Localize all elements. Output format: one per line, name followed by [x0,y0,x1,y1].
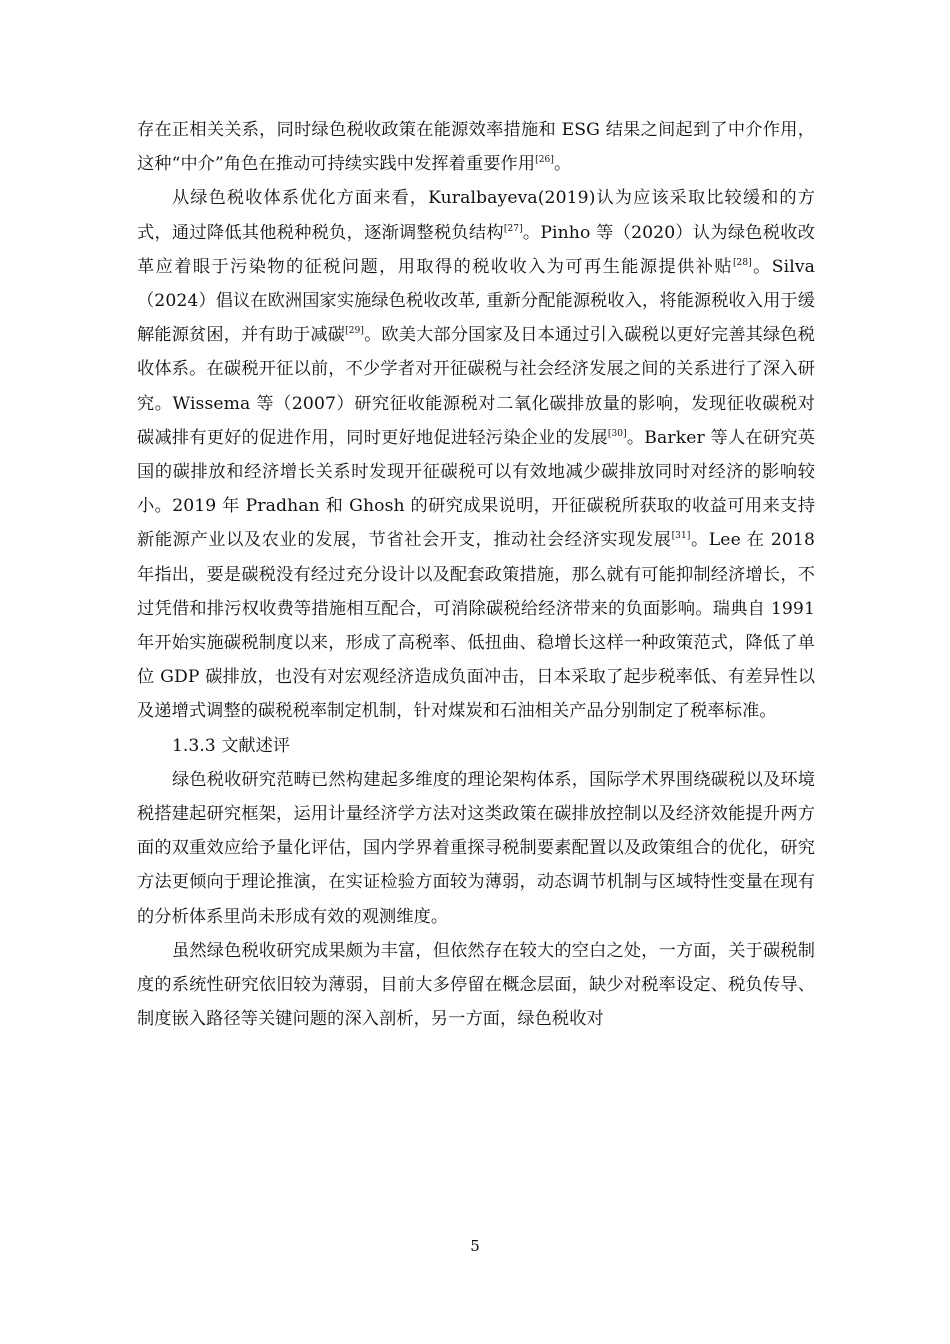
paragraph-text: 。Silva（2024）倡议在欧洲国家实施绿色税收改革, 重新分配能源税收入，将能源税收入用于缓解能源贫困，并有助于减碳 [137,256,815,346]
citation-ref: [30] [607,428,627,439]
body-text [137,113,815,1036]
paragraph-text: 。欧美大部分国家及日本通过引入碳税以更好完善其绿色税收体系。在碳税开征以前，不少学者对开征碳税与社会经济发展之间的关系进行了深入研究。Wissema 等（2007）研究征收能源税对二氧化碳排放量的影响，发现征收碳税对碳减排有更好的促进作用，同时更好地促进轻污染企业的发展 [137,325,816,448]
citation-ref: [27] [503,223,523,234]
section-heading: 1.3.3 文献述评 [172,735,290,756]
page-number: 5 [470,1237,480,1255]
paragraph-text: 。Barker 等人在研究英国的碳排放和经济增长关系时发现开征碳税可以有效地减少碳排放同时对经济的影响较小。2019 年 Pradhan 和 Ghosh 的研究成果说明，开征碳税所获取的收益可用来支持新能源产业以及农业的发展，节省社会开支，推动社会经济实现发展 [137,427,815,551]
citation-ref: [26] [535,155,554,166]
citation-ref: [28] [732,257,752,268]
paragraph-green-tax-optimization [137,181,815,728]
paragraph-continuation [137,113,815,181]
paragraph-text: 。Pinho 等（2020）认为绿色税收改革应着眼于污染物的征税问题，用取得的税收收入为可再生能源提供补贴 [137,222,815,277]
paragraph-text: 。 [553,154,572,175]
citation-ref: [29] [345,326,365,337]
paragraph-research-gaps: 虽然绿色税收研究成果颇为丰富，但依然存在较大的空白之处，一方面，关于碳税制度的系统性研究依旧较为薄弱，目前大多停留在概念层面，缺少对税率设定、税负传导、制度嵌入路径等关键问题的深入剖析，另一方面，绿色税收对 [137,940,815,1030]
citation-ref: [31] [671,531,691,542]
paragraph-text: 存在正相关关系，同时绿色税收政策在能源效率措施和 ESG 结果之间起到了中介作用，这种“中介”角色在推动可持续实践中发挥着重要作用 [137,120,815,175]
paragraph-literature-review: 绿色税收研究范畴已然构建起多维度的理论架构体系，国际学术界围绕碳税以及环境税搭建起研究框架，运用计量经济学方法对这类政策在碳排放控制以及经济效能提升两方面的双重效应给予量化评估，国内学界着重探寻税制要素配置以及政策组合的优化，研究方法更倾向于理论推演，在实证检验方面较为薄弱，动态调节机制与区域特性变量在现有的分析体系里尚未形成有效的观测维度。 [137,769,815,927]
paragraph-text: 从绿色税收体系优化方面来看，Kuralbayeva(2019)认为应该采取比较缓和的方式，通过降低其他税种税负，逐渐调整税负结构 [137,188,815,243]
paragraph-text: 。Lee 在 2018 年指出，要是碳税没有经过充分设计以及配套政策措施，那么就有可能抑制经济增长，不过凭借和排污权收费等措施相互配合，可消除碳税给经济带来的负面影响。瑞典自 1991 年开始实施碳税制度以来，形成了高税率、低扭曲、稳增长这样一种政策范式，降低了单位 GDP 碳排放，也没有对宏观经济造成负面冲击，日本采取了起步税率低、有差异性以及递增式调整的碳税税率制定机制，针对煤炭和石油相关产品分别制定了税率标准。 [137,530,815,722]
